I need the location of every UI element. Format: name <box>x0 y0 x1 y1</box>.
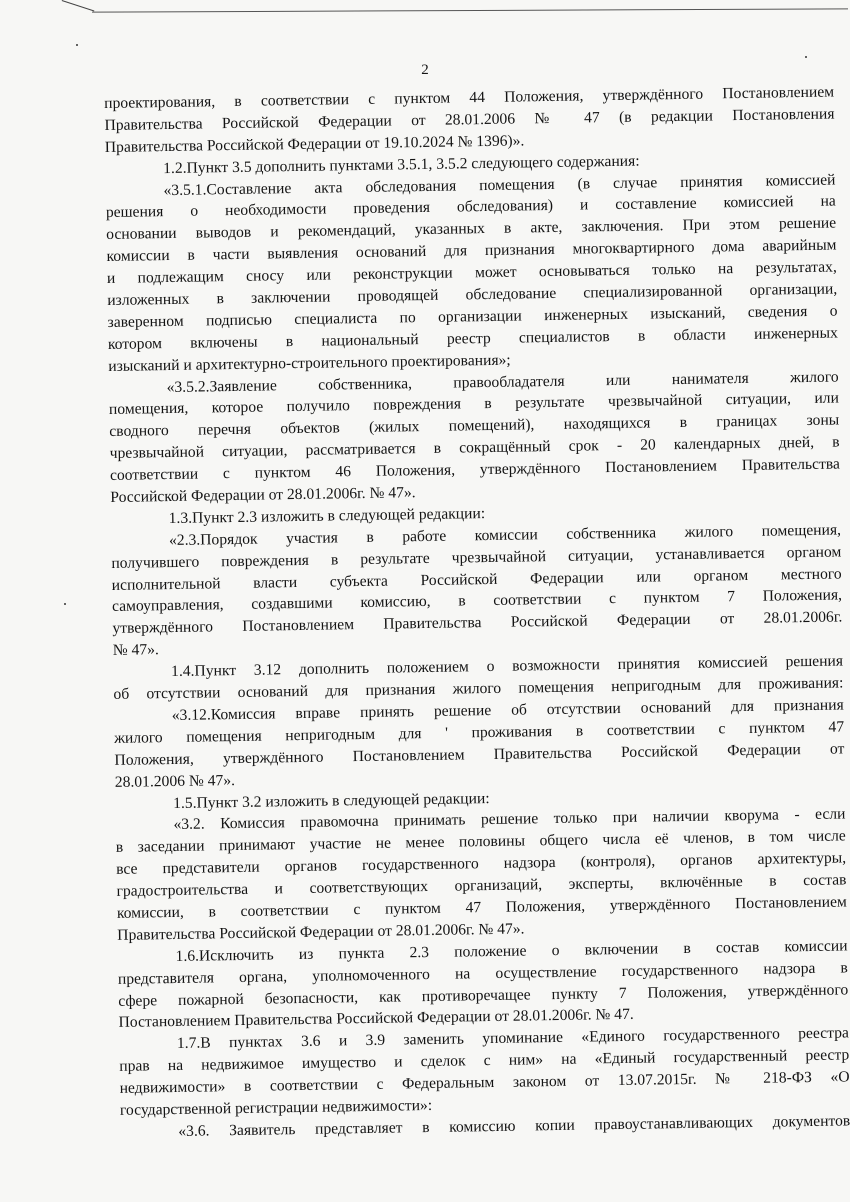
page-number: 2 <box>421 62 429 78</box>
text-line: Правительства Российской Федерации от 28.01.2006 № 47 (в редакции Постановления <box>104 105 835 134</box>
text-line: «3.12.Комиссия вправе принять решение об отсутствии оснований для признания <box>171 696 844 724</box>
text-line: Правительства Российской Федерации от 28.01.2006г. № 47». <box>117 920 525 944</box>
text-line: Российской Федерации от 28.01.2006г. № 47». <box>110 484 416 506</box>
text-line: изложенных в заключении проводящей обследование специализированной организации, <box>107 280 838 309</box>
text-line: комиссии в части выявления оснований для признания многоквартирного дома аварийным <box>106 236 837 266</box>
text-line: 1.5.Пункт 3.2 изложить в следующей редакции: <box>173 789 490 812</box>
text-line: 1.2.Пункт 3.5 дополнить пунктами 3.5.1, 3.5.2 следующего содержания: <box>163 152 640 177</box>
text-line: жилого помещения непригодным для ' проживания в соответствии с пунктом 47 <box>114 718 845 747</box>
text-line: «3.5.2.Заявление собственника, правообладателя или нанимателя жилого <box>166 368 839 396</box>
text-line: утверждённого Постановлением Правительства Российской Федерации от 28.01.2006г. <box>112 608 843 638</box>
text-line: № 47». <box>112 641 159 660</box>
scan-speck <box>64 603 66 605</box>
text-line: в заседании принимают участие не менее половины общего числа её членов, в том числе <box>115 827 846 857</box>
text-line: исполнительной власти субъекта Российской Федерации или органом местного <box>111 565 842 594</box>
scan-speck <box>805 56 807 58</box>
text-line: помещения, которое получило повреждения в результате чрезвычайной ситуации, или <box>108 389 840 419</box>
text-line: и подлежащим сносу или реконструкции может основываться только на результатах, <box>106 258 837 288</box>
text-line: все представители органов государственного надзора (контроля), органов архитектуры, <box>116 849 847 879</box>
text-line: «3.6. Заявитель представляет в комиссию копии правоустанавливающих документов <box>178 1112 850 1140</box>
text-line: 1.3.Пункт 2.3 изложить в следующей редакции: <box>168 504 486 527</box>
text-line: об отсутствии оснований для признания жилого помещения непригодным для проживания: <box>113 674 844 703</box>
text-line: сводного перечня объектов (жилых помещений), находящихся в границах зоны <box>109 411 840 441</box>
text-line: изысканий и архитектурно-строительного проектирования»; <box>108 351 511 375</box>
text-line: Положения, утверждённого Постановлением Правительства Российской Федерации от <box>114 740 845 769</box>
text-line: представителя органа, уполномоченного на осуществление государственного надзора в <box>117 959 848 988</box>
scan-speck <box>76 44 78 46</box>
text-line: соответствии с пунктом 46 Положения, утверждённого Постановлением Правительства <box>109 455 841 485</box>
text-line: котором включены в национальный реестр специалистов в области инженерных <box>107 324 838 353</box>
text-line: проектирования, в соответствии с пунктом 44 Положения, утверждённого Постановлением <box>104 83 835 112</box>
text-line: основании выводов и рекомендаций, указанных в акте, заключения. При этом решение <box>106 214 837 244</box>
text-line: недвижимости» в соответствии с Федеральным законом от 13.07.2015г. № 218-ФЗ «О <box>119 1068 850 1097</box>
text-line: 28.01.2006 № 47». <box>114 771 236 791</box>
text-line: прав на недвижимое имущество и сделок с ним» на «Единый государственный реестр <box>119 1046 850 1076</box>
text-line: «2.3.Порядок участия в работе комиссии собственника жилого помещения, <box>168 521 842 549</box>
text-line: заверенном подписью специалиста по организации инженерных изысканий, сведения о <box>107 302 838 331</box>
text-line: Правительства Российской Федерации от 19.10.2024 № 1396)». <box>104 132 525 156</box>
scan-artifact-line <box>92 8 848 12</box>
document-body <box>104 82 850 1144</box>
text-line: Постановлением Правительства Российской Федерации от 28.01.2006г. № 47. <box>118 1006 634 1032</box>
text-line: сфере пожарной безопасности, как противоречащее пункту 7 Положения, утверждённого <box>118 980 849 1010</box>
text-line: 1.6.Исключить из пункта 2.3 положение о включении в состав комиссии <box>175 937 848 965</box>
scan-artifact-mark <box>58 0 94 23</box>
text-line: государственной регистрации недвижимости»: <box>119 1096 433 1119</box>
text-line: комиссии, в соответствии с пунктом 47 Положения, утверждённого Постановлением <box>116 893 847 922</box>
text-line: решения о необходимости проведения обследования) и составление комиссией на <box>105 192 836 222</box>
text-line: самоуправления, создавшими комиссию, в соответствии с пунктом 7 Положения, <box>111 586 843 616</box>
text-line: градостроительства и соответствующих организаций, эксперты, включённые в состав <box>116 871 847 900</box>
text-line: 1.7.В пунктах 3.6 и 3.9 заменить упоминание «Единого государственного реестра <box>176 1024 849 1053</box>
text-line: «3.5.1.Составление акта обследования помещения (в случае принятия комиссией <box>163 171 836 199</box>
text-line: «3.2. Комиссия правомочна принимать решение только при наличии кворума - если <box>173 805 846 834</box>
text-line: получившего повреждения в результате чрезвычайной ситуации, устанавливается органом <box>111 543 842 572</box>
text-line: 1.4.Пункт 3.12 дополнить положением о возможности принятия комиссией решения <box>170 652 844 681</box>
text-line: чрезвычайной ситуации, рассматривается в сокращённый срок - 20 календарных дней, в <box>109 433 840 463</box>
